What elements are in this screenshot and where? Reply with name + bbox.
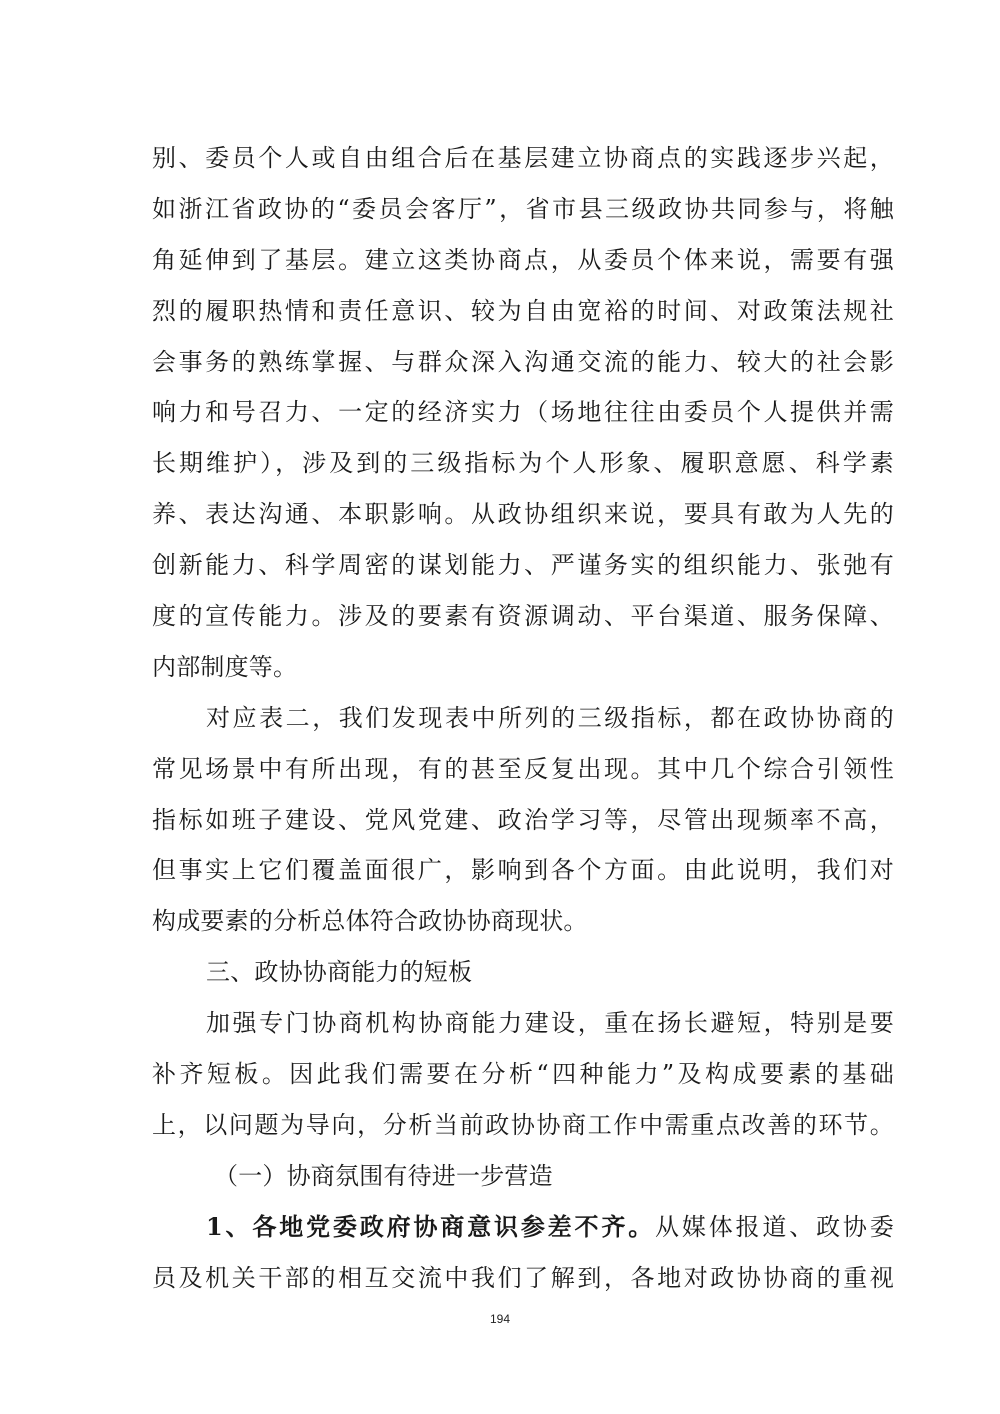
- paragraph-line: 角延伸到了基层。建立这类协商点，从委员个体来说，需要有强: [152, 245, 894, 274]
- paragraph-line: 别、委员个人或自由组合后在基层建立协商点的实践逐步兴起，: [152, 144, 894, 172]
- body-text: [152, 133, 894, 1303]
- paragraph-line: 员及机关干部的相互交流中我们了解到，各地对政协协商的重视: [152, 1263, 894, 1292]
- paragraph-line: 常见场景中有所出现，有的甚至反复出现。其中几个综合引领性: [152, 754, 894, 783]
- paragraph-lead: 1、各地党委政府协商意识参差不齐。: [206, 1211, 656, 1241]
- paragraph-line: 会事务的熟练掌握、与群众深入沟通交流的能力、较大的社会影: [152, 347, 894, 376]
- paragraph-line: 响力和号召力、一定的经济实力（场地往往由委员个人提供并需: [152, 398, 894, 427]
- section-heading: 三、政协协商能力的短板: [206, 958, 473, 987]
- paragraph-line: 烈的履职热情和责任意识、较为自由宽裕的时间、对政策法规社: [152, 296, 894, 325]
- paragraph-line: [152, 1202, 894, 1253]
- paragraph-line: 如浙江省政协的“委员会客厅”，省市县三级政协共同参与，将触: [152, 194, 894, 223]
- paragraph-line: 长期维护），涉及到的三级指标为个人形象、履职意愿、科学素: [152, 449, 894, 478]
- paragraph-line: 创新能力、科学周密的谋划能力、严谨务实的组织能力、张弛有: [152, 551, 894, 580]
- paragraph-line: 指标如班子建设、党风党建、政治学习等，尽管出现频率不高，: [152, 805, 894, 834]
- subsection-heading: （一）协商氛围有待进一步营造: [214, 1161, 553, 1190]
- paragraph-line: 补齐短板。因此我们需要在分析“四种能力”及构成要素的基础: [152, 1060, 894, 1089]
- paragraph-line: 构成要素的分析总体符合政协协商现状。: [152, 907, 588, 936]
- paragraph-text: 从媒体报道、政协委: [655, 1212, 894, 1241]
- paragraph-line: 加强专门协商机构协商能力建设，重在扬长避短，特别是要: [206, 1009, 894, 1038]
- paragraph-line: 度的宣传能力。涉及的要素有资源调动、平台渠道、服务保障、: [152, 602, 894, 631]
- paragraph-line: 上，以问题为导向，分析当前政协协商工作中需重点改善的环节。: [152, 1110, 894, 1139]
- paragraph-line: 养、表达沟通、本职影响。从政协组织来说，要具有敢为人先的: [152, 500, 894, 529]
- paragraph-line: 但事实上它们覆盖面很广，影响到各个方面。由此说明，我们对: [152, 856, 894, 885]
- paragraph-line: 内部制度等。: [152, 652, 298, 681]
- paragraph-line: 对应表二，我们发现表中所列的三级指标，都在政协协商的: [206, 703, 894, 732]
- page-number: 194: [489, 1312, 511, 1326]
